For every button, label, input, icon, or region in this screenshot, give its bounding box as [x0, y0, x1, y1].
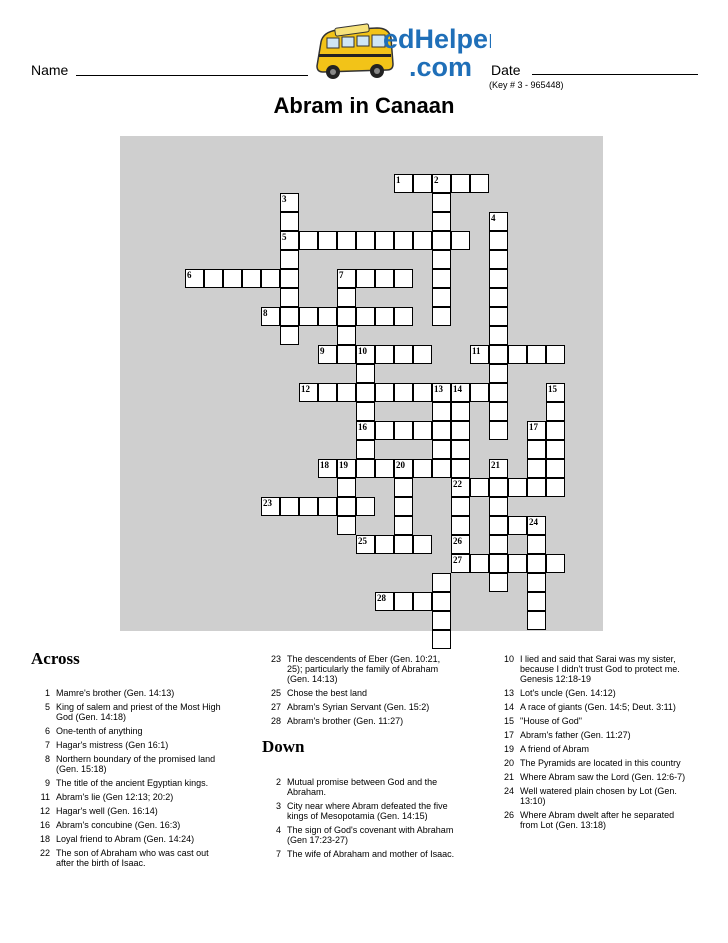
grid-cell[interactable] [546, 478, 565, 497]
clue-text: Loyal friend to Abram (Gen. 14:24) [56, 834, 195, 844]
grid-cell[interactable] [489, 459, 508, 478]
across-clue [30, 702, 228, 722]
grid-cell[interactable] [470, 383, 489, 402]
down-clue [261, 825, 456, 845]
clue-number: 15 [548, 384, 557, 394]
grid-cell[interactable] [318, 497, 337, 516]
grid-cell[interactable] [356, 231, 375, 250]
clue-text: Mamre's brother (Gen. 14:13) [56, 688, 175, 698]
logo-text-top: edHelper [383, 24, 491, 54]
grid-cell[interactable] [489, 478, 508, 497]
across-clue [30, 792, 228, 802]
clue-number: 16 [358, 422, 367, 432]
grid-cell[interactable] [546, 402, 565, 421]
name-label: Name [31, 62, 69, 78]
grid-cell[interactable] [432, 611, 451, 630]
grid-cell[interactable] [261, 307, 280, 326]
clue-number: 17 [529, 422, 538, 432]
grid-cell[interactable] [489, 231, 508, 250]
across-title: Across [31, 649, 80, 668]
clue-text: Abram's Syrian Servant (Gen. 15:2) [287, 702, 430, 712]
name-line[interactable] [76, 75, 308, 76]
grid-cell[interactable] [413, 535, 432, 554]
clue-text: Abram's father (Gen. 11:27) [520, 730, 631, 740]
clue-number: 4 [491, 213, 496, 223]
grid-cell[interactable] [489, 326, 508, 345]
grid-cell[interactable] [356, 364, 375, 383]
clue-text: The descendents of Eber (Gen. 10:21, 25); particularly the family of Abraham (Gen. 14:13) [287, 654, 441, 684]
grid-cell[interactable] [432, 231, 451, 250]
grid-cell[interactable] [337, 345, 356, 364]
grid-cell[interactable] [432, 573, 451, 592]
across-clue [261, 654, 456, 684]
grid-cell[interactable] [394, 383, 413, 402]
grid-cell[interactable] [356, 383, 375, 402]
grid-cell[interactable] [451, 478, 470, 497]
grid-cell[interactable] [451, 402, 470, 421]
clue-number: 19 [503, 744, 514, 754]
grid-cell[interactable] [299, 383, 318, 402]
grid-cell[interactable] [546, 440, 565, 459]
down-clue [494, 702, 694, 712]
clue-text: Abram's brother (Gen. 11:27) [287, 716, 404, 726]
grid-cell[interactable] [261, 269, 280, 288]
clue-number: 7 [44, 740, 50, 750]
grid-cell[interactable] [508, 345, 527, 364]
grid-cell[interactable] [261, 497, 280, 516]
grid-cell[interactable] [394, 307, 413, 326]
grid-cell[interactable] [356, 421, 375, 440]
clue-text: Northern boundary of the promised land (Gen. 15:18) [56, 754, 216, 774]
clue-number: 12 [39, 806, 50, 816]
clue-text: One-tenth of anything [56, 726, 143, 736]
grid-cell[interactable] [280, 307, 299, 326]
grid-cell[interactable] [394, 497, 413, 516]
down-clue [494, 716, 694, 726]
grid-cell[interactable] [489, 364, 508, 383]
grid-cell[interactable] [318, 307, 337, 326]
down-title: Down [262, 737, 305, 756]
grid-cell[interactable] [489, 516, 508, 535]
clue-number: 27 [453, 555, 462, 565]
grid-cell[interactable] [413, 459, 432, 478]
grid-cell[interactable] [432, 402, 451, 421]
grid-cell[interactable] [356, 535, 375, 554]
down-clue [494, 810, 694, 830]
grid-cell[interactable] [432, 174, 451, 193]
grid-cell[interactable] [375, 421, 394, 440]
clue-text: City near where Abram defeated the five kings of Mesopotamia (Gen. 14:15) [287, 801, 448, 821]
clue-text: The sign of God's covenant with Abraham (Gen 17:23-27) [287, 825, 454, 845]
grid-cell[interactable] [318, 383, 337, 402]
across-clue [30, 778, 228, 788]
grid-cell[interactable] [299, 231, 318, 250]
clue-number: 26 [503, 810, 514, 820]
across-clue [30, 754, 228, 774]
grid-cell[interactable] [356, 497, 375, 516]
grid-cell[interactable] [470, 478, 489, 497]
grid-cell[interactable] [318, 345, 337, 364]
clue-text: King of salem and priest of the Most High God (Gen. 14:18) [56, 702, 221, 722]
grid-cell[interactable] [375, 231, 394, 250]
clue-text: Abram's concubine (Gen. 16:3) [56, 820, 181, 830]
grid-cell[interactable] [508, 478, 527, 497]
grid-cell[interactable] [280, 288, 299, 307]
clue-number: 13 [503, 688, 514, 698]
grid-cell[interactable] [337, 459, 356, 478]
clue-number: 22 [39, 848, 50, 858]
grid-cell[interactable] [432, 212, 451, 231]
across-clue [30, 726, 228, 736]
down-clue [494, 730, 694, 740]
grid-cell[interactable] [527, 592, 546, 611]
grid-cell[interactable] [451, 535, 470, 554]
clue-text: Chose the best land [287, 688, 368, 698]
clue-number: 26 [453, 536, 462, 546]
grid-cell[interactable] [470, 345, 489, 364]
grid-cell[interactable] [451, 497, 470, 516]
clue-number: 28 [377, 593, 386, 603]
grid-cell[interactable] [432, 421, 451, 440]
key-number: (Key # 3 - 965448) [489, 80, 564, 90]
grid-cell[interactable] [489, 269, 508, 288]
grid-cell[interactable] [451, 174, 470, 193]
clue-number: 18 [39, 834, 50, 844]
grid-cell[interactable] [337, 231, 356, 250]
grid-cell[interactable] [432, 193, 451, 212]
grid-cell[interactable] [489, 535, 508, 554]
clue-number: 8 [44, 754, 50, 764]
grid-cell[interactable] [451, 231, 470, 250]
clue-number: 28 [270, 716, 281, 726]
grid-cell[interactable] [204, 269, 223, 288]
bus-logo-icon [313, 18, 491, 90]
clue-text: "House of God" [520, 716, 582, 726]
grid-cell[interactable] [337, 497, 356, 516]
down-clue [494, 688, 694, 698]
clue-text: Where Abram dwelt after he separated from Lot (Gen. 13:18) [520, 810, 675, 830]
grid-cell[interactable] [451, 383, 470, 402]
grid-cell[interactable] [432, 440, 451, 459]
grid-cell[interactable] [318, 459, 337, 478]
grid-cell[interactable] [489, 573, 508, 592]
grid-cell[interactable] [546, 421, 565, 440]
edhelper-logo [313, 18, 491, 90]
date-line[interactable] [532, 74, 698, 75]
grid-cell[interactable] [489, 554, 508, 573]
clue-text: I lied and said that Sarai was my sister, because I didn't trust God to protect me. Genesis 12:18-19 [520, 654, 680, 684]
grid-cell[interactable] [375, 459, 394, 478]
clue-number: 3 [282, 194, 287, 204]
grid-cell[interactable] [394, 535, 413, 554]
grid-cell[interactable] [394, 345, 413, 364]
grid-cell[interactable] [394, 478, 413, 497]
grid-cell[interactable] [489, 421, 508, 440]
grid-cell[interactable] [527, 611, 546, 630]
clue-number: 21 [503, 772, 514, 782]
grid-cell[interactable] [413, 383, 432, 402]
grid-cell[interactable] [546, 345, 565, 364]
grid-cell[interactable] [280, 231, 299, 250]
grid-cell[interactable] [432, 307, 451, 326]
clue-number: 9 [320, 346, 325, 356]
down-clue [494, 786, 694, 806]
clue-number: 23 [270, 654, 281, 664]
grid-cell[interactable] [489, 307, 508, 326]
page-title: Abram in Canaan [273, 93, 455, 118]
across-clue [30, 820, 228, 830]
clue-number: 1 [44, 688, 50, 698]
grid-cell[interactable] [508, 516, 527, 535]
clue-number: 8 [263, 308, 268, 318]
grid-cell[interactable] [356, 345, 375, 364]
grid-cell[interactable] [470, 554, 489, 573]
clue-number: 4 [275, 825, 281, 835]
grid-cell[interactable] [413, 592, 432, 611]
grid-cell[interactable] [394, 269, 413, 288]
grid-cell[interactable] [394, 174, 413, 193]
grid-cell[interactable] [280, 250, 299, 269]
down-clue [261, 801, 456, 821]
clue-number: 7 [275, 849, 281, 859]
grid-cell[interactable] [489, 345, 508, 364]
logo-text-bottom: .com [409, 52, 473, 82]
grid-cell[interactable] [489, 497, 508, 516]
grid-cell[interactable] [299, 307, 318, 326]
clue-number: 17 [503, 730, 514, 740]
grid-cell[interactable] [527, 478, 546, 497]
grid-cell[interactable] [546, 554, 565, 573]
grid-cell[interactable] [432, 630, 451, 649]
clue-text: The Pyramids are located in this country [520, 758, 681, 768]
grid-cell[interactable] [489, 383, 508, 402]
clue-number: 14 [453, 384, 462, 394]
grid-cell[interactable] [470, 174, 489, 193]
grid-cell[interactable] [413, 231, 432, 250]
grid-cell[interactable] [318, 231, 337, 250]
grid-cell[interactable] [451, 516, 470, 535]
clue-number: 23 [263, 498, 272, 508]
clue-number: 13 [434, 384, 443, 394]
grid-cell[interactable] [432, 459, 451, 478]
grid-cell[interactable] [546, 383, 565, 402]
clue-number: 24 [503, 786, 514, 796]
grid-cell[interactable] [394, 592, 413, 611]
clue-text: Mutual promise between God and the Abraham. [287, 777, 438, 797]
clue-number: 6 [187, 270, 192, 280]
grid-cell[interactable] [337, 383, 356, 402]
down-clue [494, 772, 694, 782]
grid-cell[interactable] [508, 554, 527, 573]
grid-cell[interactable] [394, 231, 413, 250]
grid-cell[interactable] [432, 288, 451, 307]
clue-text: Hagar's mistress (Gen 16:1) [56, 740, 169, 750]
grid-cell[interactable] [375, 345, 394, 364]
grid-cell[interactable] [413, 345, 432, 364]
clue-number: 2 [275, 777, 281, 787]
grid-cell[interactable] [394, 421, 413, 440]
grid-cell[interactable] [337, 269, 356, 288]
clue-text: Hagar's well (Gen. 16:14) [56, 806, 158, 816]
across-clue [261, 688, 456, 698]
grid-cell[interactable] [375, 307, 394, 326]
grid-cell[interactable] [546, 459, 565, 478]
grid-cell[interactable] [451, 459, 470, 478]
clue-text: Lot's uncle (Gen. 14:12) [520, 688, 616, 698]
grid-cell[interactable] [375, 592, 394, 611]
clue-number: 7 [339, 270, 344, 280]
grid-cell[interactable] [432, 269, 451, 288]
across-clue [261, 716, 456, 726]
grid-cell[interactable] [451, 421, 470, 440]
clue-number: 25 [270, 688, 281, 698]
grid-cell[interactable] [527, 573, 546, 592]
grid-cell[interactable] [413, 174, 432, 193]
grid-cell[interactable] [280, 326, 299, 345]
clue-text: The son of Abraham who was cast out after the birth of Isaac. [56, 848, 209, 868]
grid-cell[interactable] [337, 307, 356, 326]
grid-cell[interactable] [375, 269, 394, 288]
clue-number: 20 [503, 758, 514, 768]
grid-cell[interactable] [242, 269, 261, 288]
down-clue [261, 777, 456, 797]
clue-text: A friend of Abram [520, 744, 590, 754]
grid-cell[interactable] [280, 193, 299, 212]
grid-cell[interactable] [451, 440, 470, 459]
clue-number: 11 [472, 346, 481, 356]
grid-cell[interactable] [337, 516, 356, 535]
grid-cell[interactable] [375, 535, 394, 554]
grid-cell[interactable] [527, 345, 546, 364]
clue-number: 6 [44, 726, 50, 736]
grid-cell[interactable] [489, 402, 508, 421]
across-clue [30, 806, 228, 816]
down-clue [494, 654, 694, 684]
grid-cell[interactable] [280, 497, 299, 516]
clue-number: 15 [503, 716, 514, 726]
clue-number: 5 [282, 232, 287, 242]
clue-number: 14 [503, 702, 514, 712]
clue-number: 11 [40, 792, 50, 802]
grid-cell[interactable] [356, 307, 375, 326]
clue-number: 19 [339, 460, 348, 470]
grid-cell[interactable] [223, 269, 242, 288]
clue-number: 10 [358, 346, 367, 356]
grid-cell[interactable] [375, 383, 394, 402]
grid-cell[interactable] [356, 269, 375, 288]
grid-cell[interactable] [527, 421, 546, 440]
clue-number: 1 [396, 175, 401, 185]
down-clue [494, 744, 694, 754]
grid-cell[interactable] [280, 212, 299, 231]
clue-number: 21 [491, 460, 500, 470]
across-clue [30, 688, 228, 698]
grid-cell[interactable] [489, 288, 508, 307]
clue-number: 25 [358, 536, 367, 546]
grid-cell[interactable] [337, 478, 356, 497]
grid-cell[interactable] [394, 459, 413, 478]
grid-cell[interactable] [356, 440, 375, 459]
grid-cell[interactable] [527, 554, 546, 573]
grid-cell[interactable] [356, 459, 375, 478]
grid-cell[interactable] [413, 421, 432, 440]
clue-number: 18 [320, 460, 329, 470]
clue-number: 5 [44, 702, 50, 712]
grid-cell[interactable] [489, 212, 508, 231]
across-clue [30, 848, 228, 868]
clue-number: 27 [270, 702, 281, 712]
grid-cell[interactable] [451, 554, 470, 573]
down-clue [261, 849, 456, 859]
grid-cell[interactable] [527, 535, 546, 554]
grid-cell[interactable] [337, 288, 356, 307]
across-clue [30, 834, 228, 844]
clue-text: Well watered plain chosen by Lot (Gen. 13:10) [520, 786, 677, 806]
grid-cell[interactable] [432, 250, 451, 269]
clue-text: Abram's lie (Gen 12:13; 20:2) [56, 792, 174, 802]
down-clue [494, 758, 694, 768]
clue-text: A race of giants (Gen. 14:5; Deut. 3:11) [520, 702, 676, 712]
clue-number: 2 [434, 175, 439, 185]
clue-number: 12 [301, 384, 310, 394]
grid-cell[interactable] [299, 497, 318, 516]
grid-cell[interactable] [337, 326, 356, 345]
clue-number: 10 [503, 654, 514, 664]
clue-text: The title of the ancient Egyptian kings. [56, 778, 209, 788]
grid-cell[interactable] [280, 269, 299, 288]
grid-cell[interactable] [185, 269, 204, 288]
grid-cell[interactable] [527, 516, 546, 535]
across-clue [261, 702, 456, 712]
clue-number: 22 [453, 479, 462, 489]
grid-cell[interactable] [394, 516, 413, 535]
grid-cell[interactable] [432, 592, 451, 611]
grid-cell[interactable] [356, 402, 375, 421]
clue-number: 3 [275, 801, 281, 811]
clue-number: 20 [396, 460, 405, 470]
clue-text: The wife of Abraham and mother of Isaac. [287, 849, 455, 859]
across-clue [30, 740, 228, 750]
clue-number: 16 [39, 820, 50, 830]
clue-text: Where Abram saw the Lord (Gen. 12:6-7) [520, 772, 686, 782]
grid-cell[interactable] [527, 440, 546, 459]
grid-cell[interactable] [527, 459, 546, 478]
grid-cell[interactable] [432, 383, 451, 402]
clue-number: 9 [44, 778, 50, 788]
grid-cell[interactable] [489, 250, 508, 269]
clue-number: 24 [529, 517, 538, 527]
date-label: Date [491, 62, 521, 78]
